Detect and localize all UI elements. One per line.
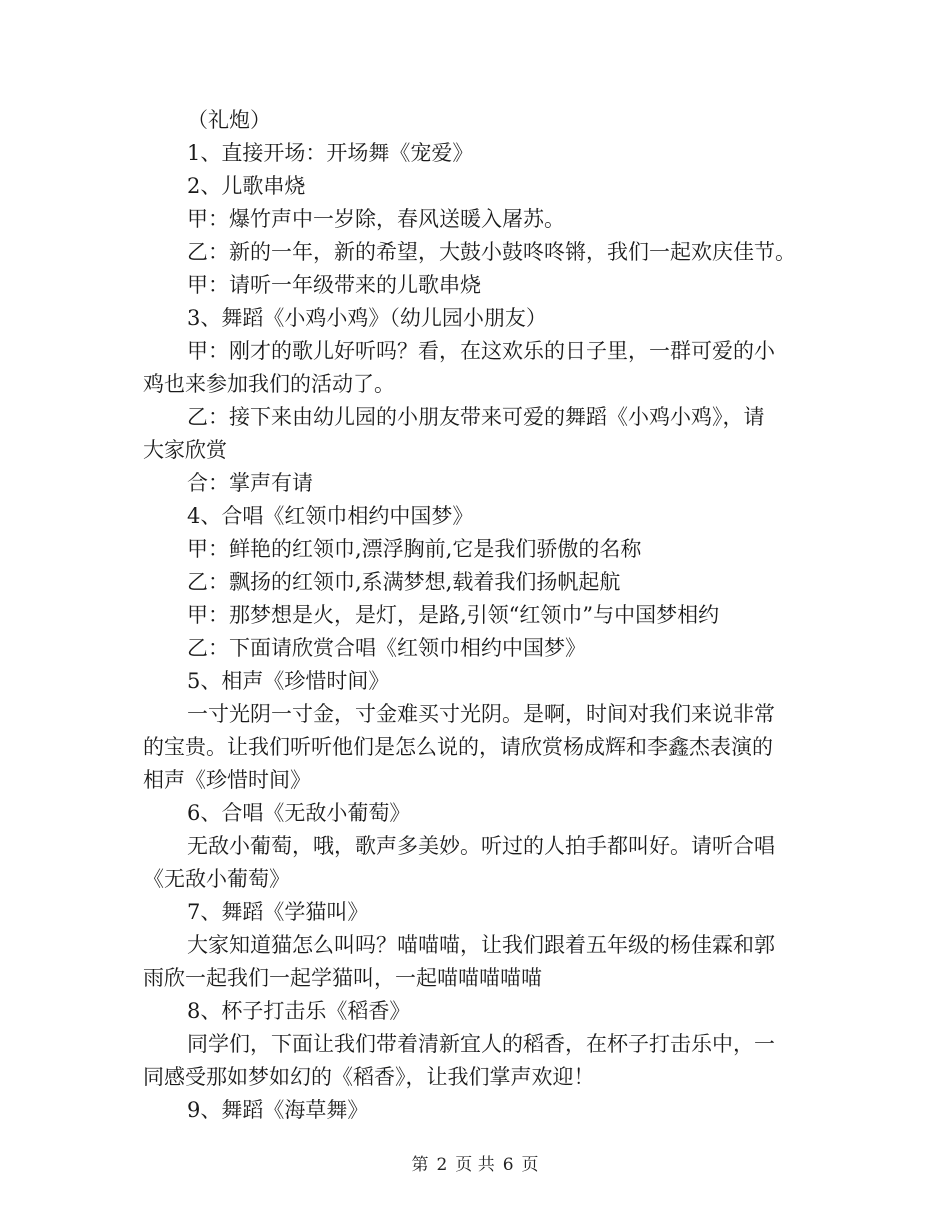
text-line: 6、合唱《无敌小葡萄》 [187,801,411,825]
text-line: 乙：新的一年，新的希望，大鼓小鼓咚咚锵，我们一起欢庆佳节。 [187,240,796,264]
text-line: 无敌小葡萄，哦，歌声多美妙。听过的人拍手都叫好。请听合唱 [187,834,775,858]
text-line: 相声《珍惜时间》 [143,768,311,792]
text-line: 2、儿歌串烧 [187,174,306,198]
text-line: 鸡也来参加我们的活动了。 [143,372,395,396]
text-line: 同学们，下面让我们带着清新宜人的稻香，在杯子打击乐中，一 [187,1032,775,1056]
text-line: 同感受那如梦如幻的《稻香》，让我们掌声欢迎！ [143,1065,595,1089]
footer-prefix: 第 [411,1155,429,1175]
footer-page-current: 2 [436,1155,448,1175]
text-line: 1、直接开场：开场舞《宠爱》 [187,141,474,165]
text-line: 甲：鲜艳的红领巾,漂浮胸前,它是我们骄傲的名称 [187,537,642,561]
text-line: 的宝贵。让我们听听他们是怎么说的，请欣赏杨成辉和李鑫杰表演的 [143,735,773,759]
text-line: 大家欣赏 [143,438,227,462]
page-footer [0,1153,950,1177]
text-line: 5、相声《珍惜时间》 [187,669,390,693]
text-line: 7、舞蹈《学猫叫》 [187,900,369,924]
text-line: （礼炮） [187,108,271,132]
text-line: 雨欣一起我们一起学猫叫，一起喵喵喵喵喵 [143,966,542,990]
text-line: 《无敌小葡萄》 [143,867,290,891]
footer-page-total: 6 [502,1155,514,1175]
text-line: 乙：飘扬的红领巾,系满梦想,载着我们扬帆起航 [187,570,621,594]
text-line: 甲：爆竹声中一岁除，春风送暖入屠苏。 [187,207,565,231]
document-body [143,104,803,1127]
text-line: 8、杯子打击乐《稻香》 [187,999,411,1023]
footer-middle: 页 共 [455,1155,495,1175]
text-line: 9、舞蹈《海草舞》 [187,1098,369,1122]
footer-suffix: 页 [521,1155,539,1175]
text-line: 甲：那梦想是火，是灯，是路,引领“红领巾”与中国梦相约 [187,603,720,627]
text-line: 甲：刚才的歌儿好听吗？看，在这欢乐的日子里，一群可爱的小 [187,339,775,363]
text-line: 3、舞蹈《小鸡小鸡》（幼儿园小朋友） [187,306,547,330]
text-line: 乙：接下来由幼儿园的小朋友带来可爱的舞蹈《小鸡小鸡》，请 [187,405,765,429]
text-line: 大家知道猫怎么叫吗？喵喵喵，让我们跟着五年级的杨佳霖和郭 [187,933,775,957]
text-line: 乙：下面请欣赏合唱《红领巾相约中国梦》 [187,636,586,660]
text-line: 甲：请听一年级带来的儿歌串烧 [187,273,481,297]
text-line: 4、合唱《红领巾相约中国梦》 [187,504,474,528]
text-line: 一寸光阴一寸金，寸金难买寸光阴。是啊，时间对我们来说非常 [187,702,775,726]
text-line: 合：掌声有请 [187,471,313,495]
